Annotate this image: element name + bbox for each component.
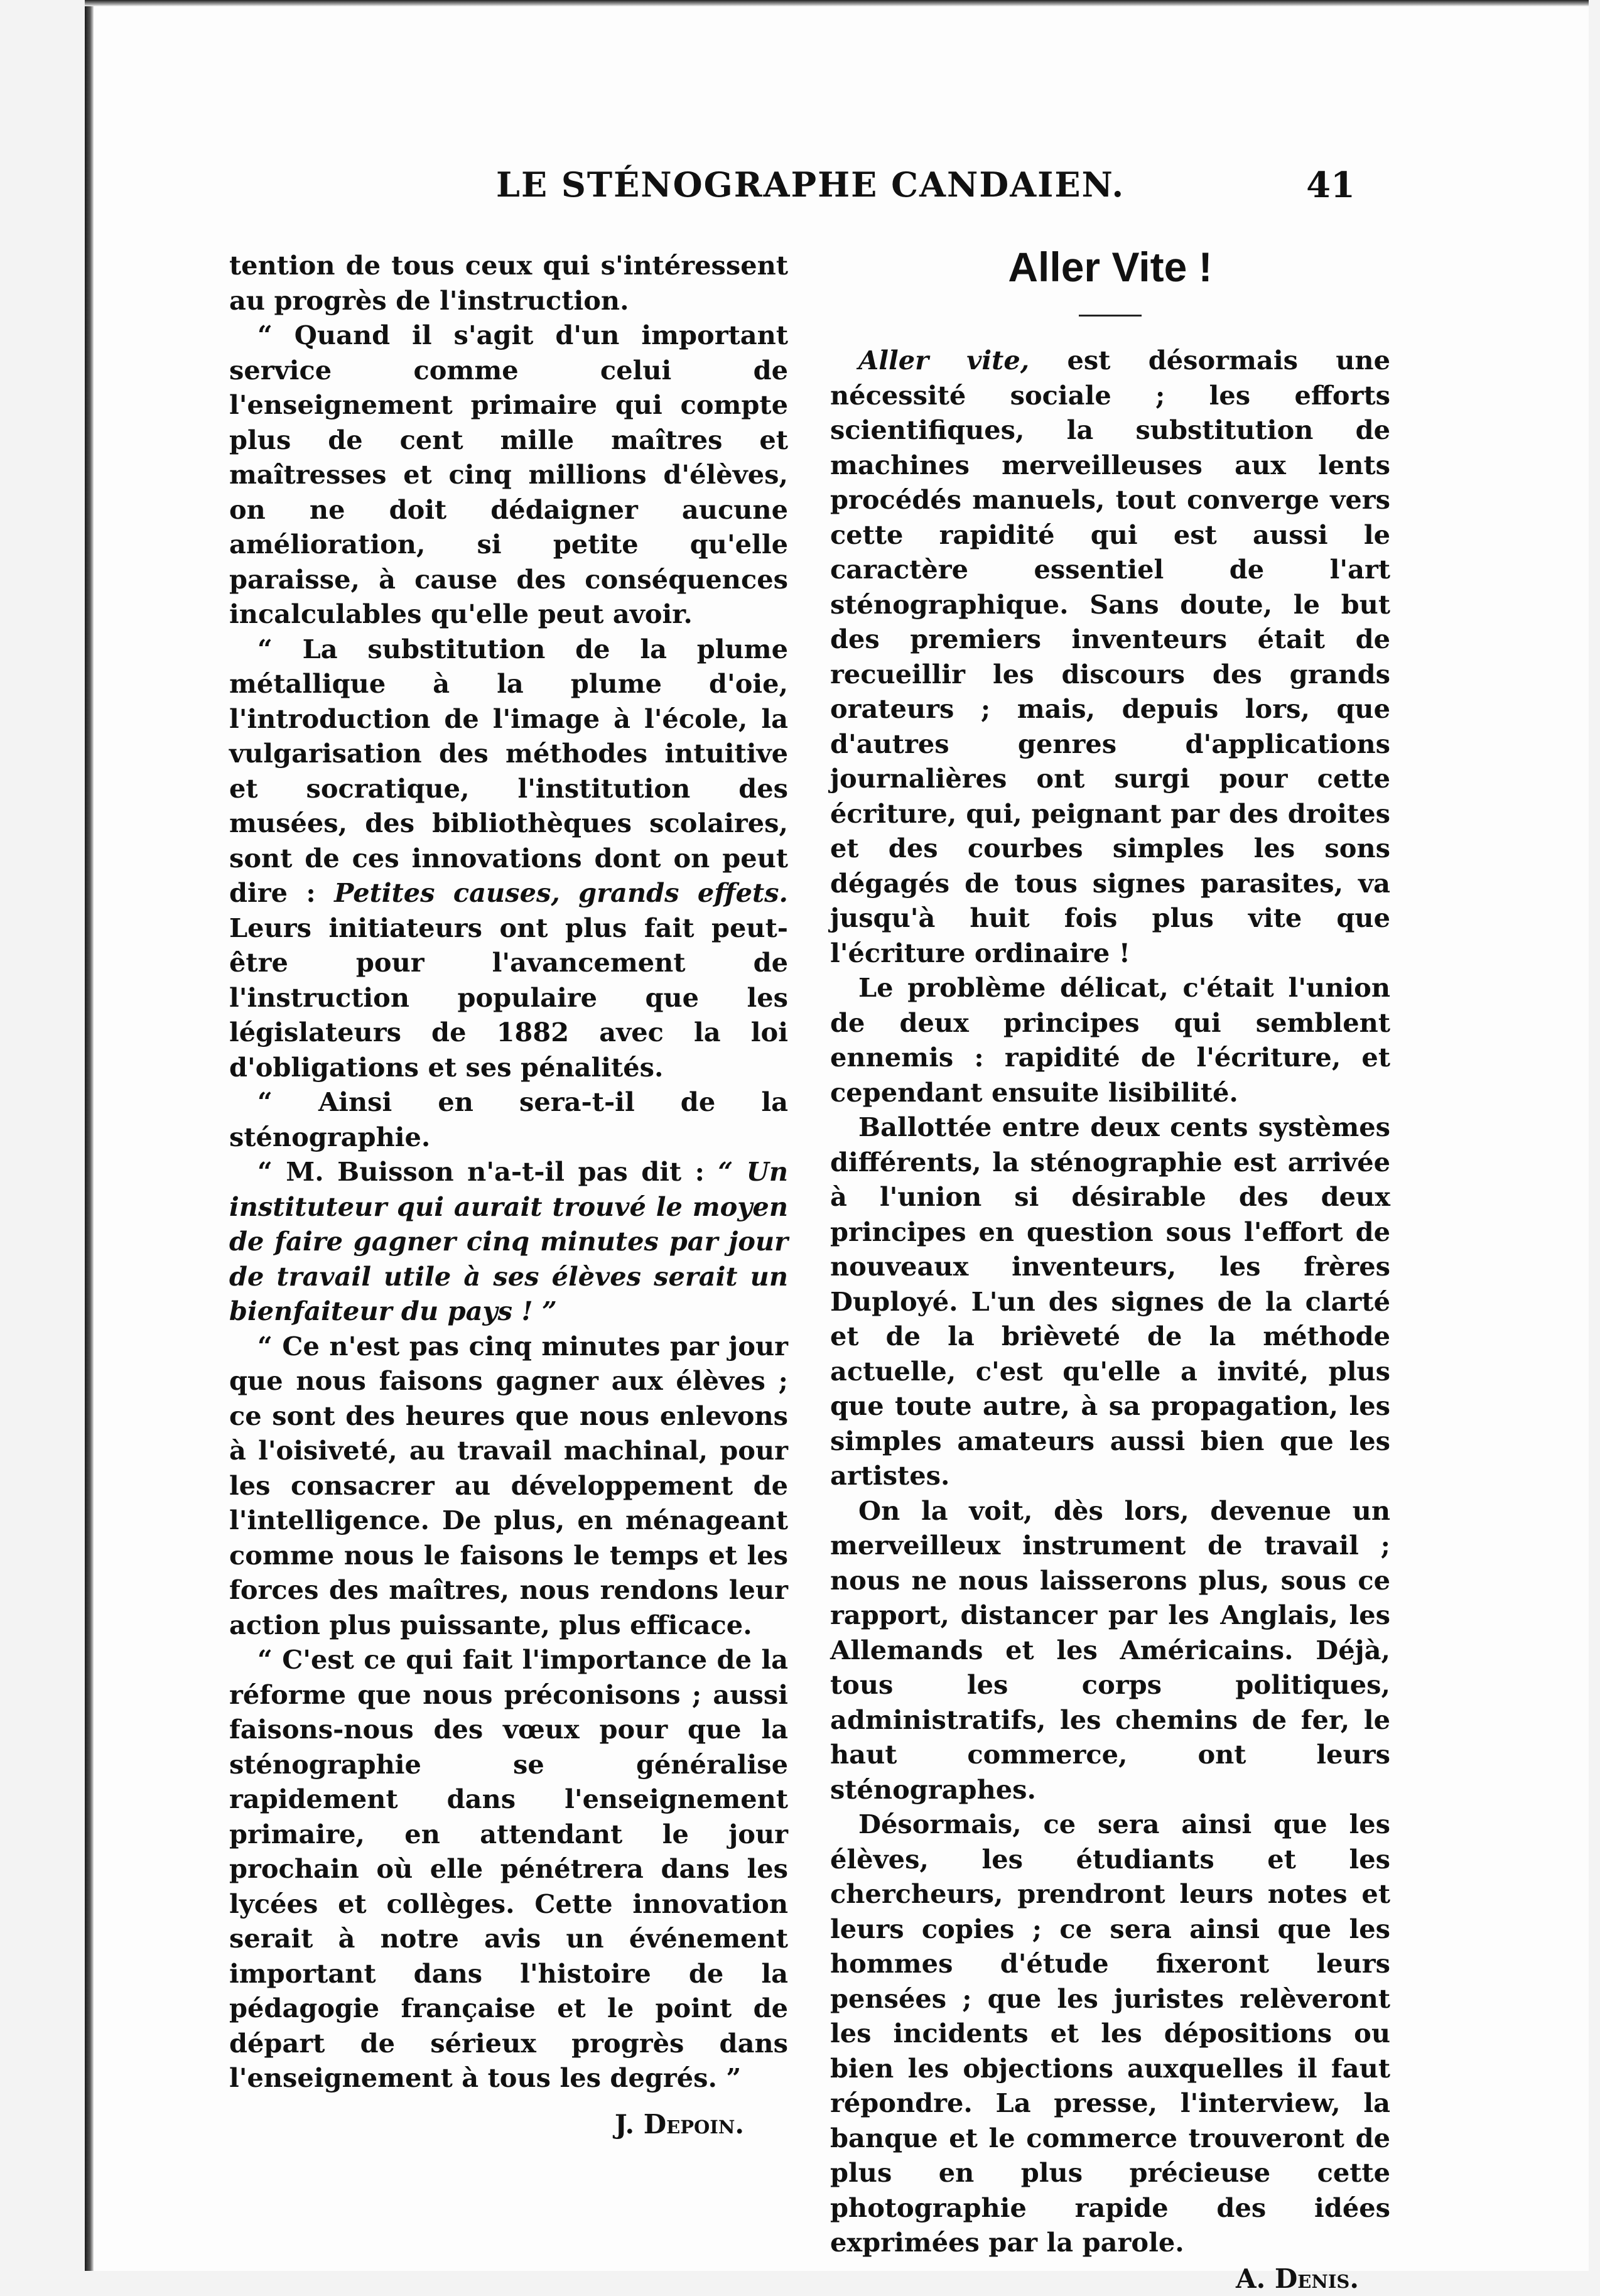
right-column (830, 248, 1390, 2296)
paragraph: “ Ainsi en sera-t-il de la sténographie. (229, 1085, 788, 1154)
signature: A. Denis. (830, 2261, 1390, 2296)
paragraph-text: est désormais une nécessité sociale ; les efforts scientifiques, la substitution de machines merveilleuses aux lents procédés manuels, tout converge vers cette rapidité qui est aussi le caractère essentiel de l'art sténographique. Sans doute, le but des premiers inventeurs était de recueillir les discours des grands orateurs ; mais, depuis lors, que d'autres genres d'applications journalières ont surgi pour cette écriture, qui, peignant par des droites et des courbes simples les sons dégagés de tous signes parasites, va jusqu'à huit fois plus vite que l'écriture ordinaire ! (830, 345, 1390, 968)
page-header (232, 165, 1368, 208)
signature: J. Depoin. (229, 2107, 788, 2142)
paragraph (229, 1154, 788, 1329)
paragraph (229, 632, 788, 1085)
page-number: 41 (1306, 165, 1355, 206)
paragraph (830, 343, 1390, 970)
paragraph: Ballottée entre deux cents systèmes différents, la sténographie est arrivée à l'union si désirable des deux principes en question sous l'effort de nouveaux inventeurs, les frères Duployé. L'un des signes de la clarté et de la brièveté de la méthode actuelle, c'est qu'elle a invité, plus que toute autre, à sa propagation, les simples amateurs aussi bien que les artistes. (830, 1110, 1390, 1493)
italic-quote: “ Un instituteur qui aurait trouvé le moyen de faire gagner cinq minutes par jour de travail utile à ses élèves serait un bienfaiteur du pays ! ” (229, 1156, 788, 1326)
left-column (229, 248, 788, 2142)
paragraph: “ C'est ce qui fait l'importance de la réforme que nous préconisons ; aussi faisons-nous des vœux pour que la sténographie se généralise rapidement dans l'enseignement primaire, en attendant le jour prochain où elle pénétrera dans les lycées et collèges. Cette innovation serait à notre avis un événement important dans l'histoire de la pédagogie française et le point de départ de sérieux progrès dans l'enseignement à tous les degrés. ” (229, 1642, 788, 2096)
running-title: LE STÉNOGRAPHE CANDAIEN. (496, 165, 1125, 205)
paragraph: Désormais, ce sera ainsi que les élèves, les étudiants et les chercheurs, prendront leurs notes et leurs copies ; ce sera ainsi que les hommes d'étude fixeront leurs pensées ; que les juristes relèveront les incidents et les dépositions ou bien les objections auxquelles il faut répondre. La presse, l'interview, la banque et le commerce trouveront de plus en plus précieuse cette photographie rapide des idées exprimées par la parole. (830, 1807, 1390, 2260)
paragraph: “ Ce n'est pas cinq minutes par jour que nous faisons gagner aux élèves ; ce sont des heures que nous enlevons à l'oisiveté, au travail machinal, pour les consacrer au développement de l'intelligence. De plus, en ménageant comme nous le faisons le temps et les forces des maîtres, nous rendons leur action plus puissante, plus efficace. (229, 1329, 788, 1643)
paragraph: On la voit, dès lors, devenue un merveilleux instrument de travail ; nous ne nous laisserons plus, sous ce rapport, distancer par les Anglais, les Allemands et les Américains. Déjà, tous les corps politiques, administratifs, les chemins de fer, le haut commerce, ont leurs sténographes. (830, 1493, 1390, 1807)
article-title: Aller Vite ! (830, 242, 1390, 292)
paragraph-text: “ M. Buisson n'a-t-il pas dit : (257, 1156, 705, 1187)
italic-lead: Aller vite, (858, 345, 1029, 376)
paragraph-text: “ La substitution de la plume métallique à la plume d'oie, l'introduction de l'image à l'école, la vulgarisation des méthodes intuitive et socratique, l'institution des musées, des bibliothèques scolaires, sont de ces innovations dont on peut dire : (229, 634, 788, 909)
scan-left-edge (85, 0, 94, 2271)
paragraph: “ Quand il s'agit d'un important service comme celui de l'enseignement primaire qui compte plus de cent mille maîtres et maîtresses et cinq millions d'élèves, on ne doit dédaigner aucune amélioration, si petite qu'elle paraisse, à cause des conséquences incalculables qu'elle peut avoir. (229, 318, 788, 632)
paragraph-text: Leurs initiateurs ont plus fait peut-être pour l'avancement de l'instruction populaire que les législateurs de 1882 avec la loi d'obligations et ses pénalités. (229, 912, 788, 1083)
paragraph: tention de tous ceux qui s'intéressent au progrès de l'instruction. (229, 248, 788, 318)
paragraph: Le problème délicat, c'était l'union de deux principes qui semblent ennemis : rapidité de l'écriture, et cependant ensuite lisibilité. (830, 970, 1390, 1110)
italic-quote: Petites causes, grands effets. (334, 877, 788, 908)
title-divider (1079, 315, 1142, 317)
scan-top-edge (85, 0, 1589, 6)
